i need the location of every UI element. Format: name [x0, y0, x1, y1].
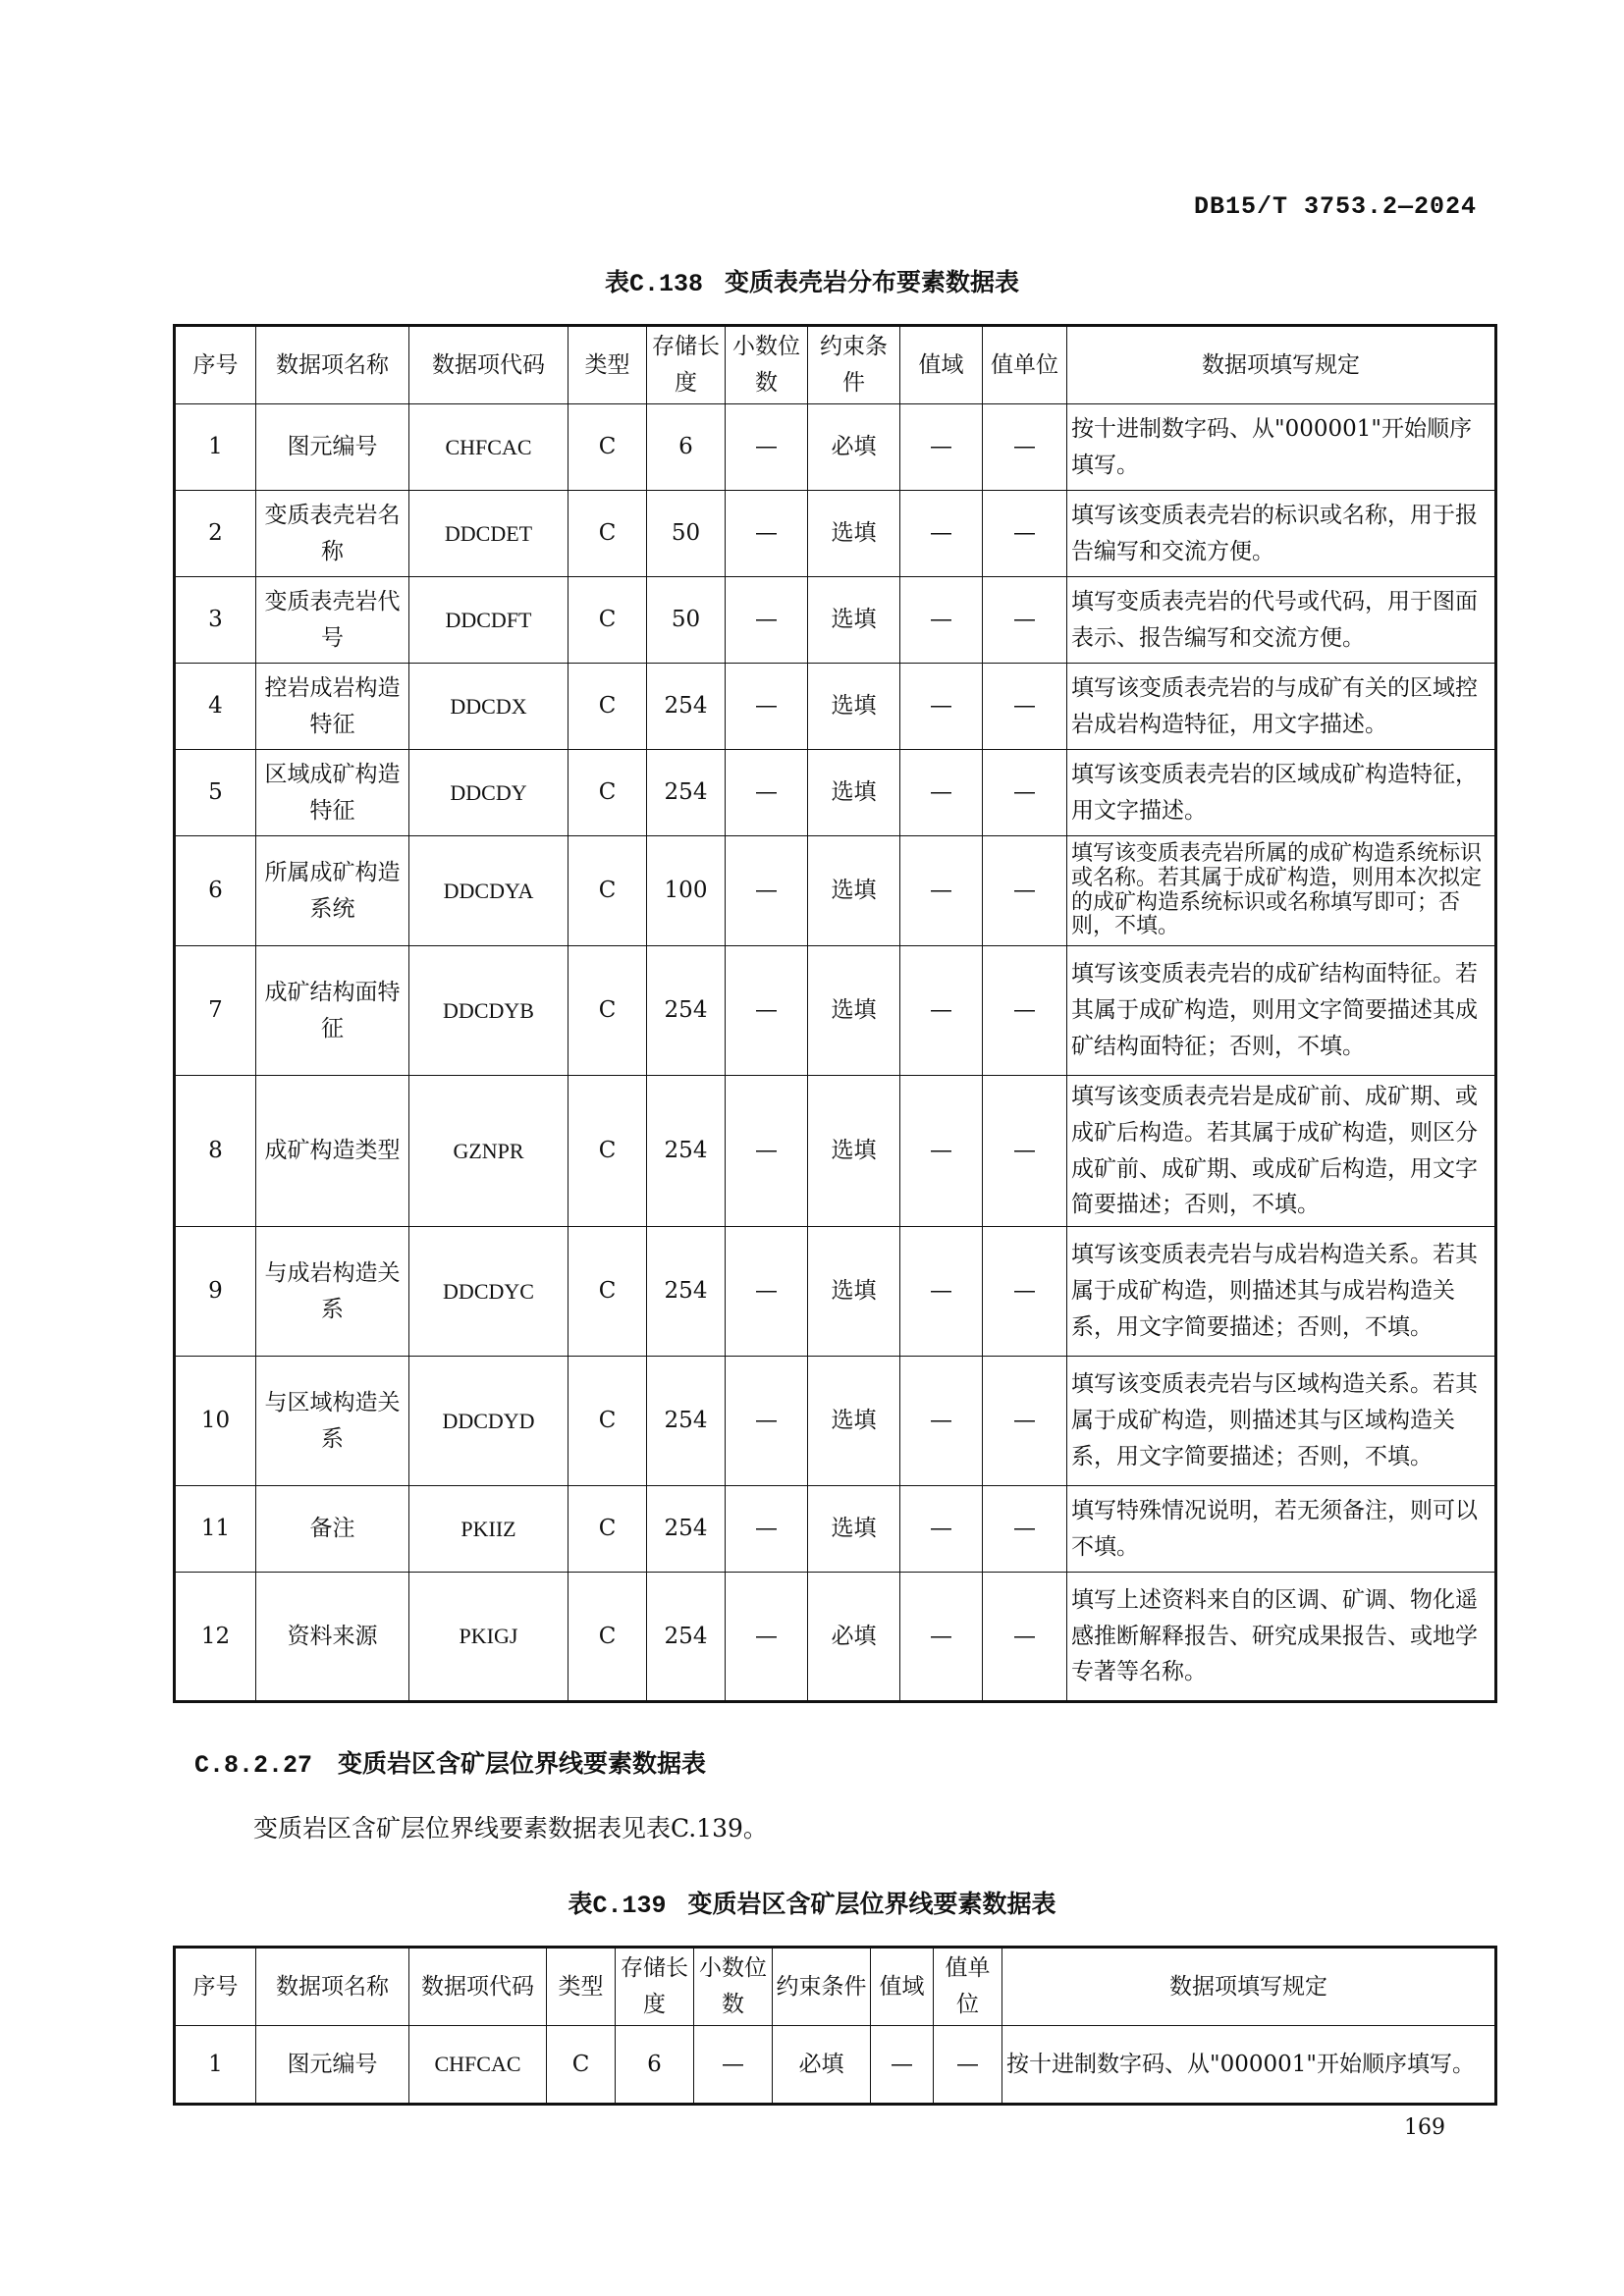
table-cell: C — [568, 404, 647, 491]
table-cell: — — [983, 1573, 1067, 1702]
header-cell: 值单位 — [934, 1948, 1002, 2026]
header-cell: 类型 — [568, 326, 647, 404]
table-cell: 254 — [647, 1357, 726, 1486]
table-cell: 12 — [175, 1573, 256, 1702]
header-cell: 小数位数 — [694, 1948, 773, 2026]
table-cell: — — [983, 946, 1067, 1076]
table-cell: — — [726, 491, 808, 577]
table-cell: C — [568, 491, 647, 577]
table-cell: 区域成矿构造特征 — [256, 750, 409, 836]
table-cell: — — [900, 664, 983, 750]
table-cell: 备注 — [256, 1486, 409, 1573]
table-cell: C — [568, 1573, 647, 1702]
table-cell: 成矿构造类型 — [256, 1076, 409, 1227]
table-cell: 必填 — [773, 2026, 871, 2105]
table-cell: — — [983, 664, 1067, 750]
table-caption-c138 — [0, 263, 1624, 298]
table-cell: — — [934, 2026, 1002, 2105]
table-cell: 选填 — [808, 577, 900, 664]
table-cell: 与成岩构造关系 — [256, 1227, 409, 1357]
header-cell: 数据项代码 — [409, 326, 568, 404]
table-cell: — — [726, 1357, 808, 1486]
header-cell: 存储长度 — [647, 326, 726, 404]
header-cell: 存储长度 — [616, 1948, 694, 2026]
table-cell: 100 — [647, 836, 726, 946]
table-cell: 1 — [175, 404, 256, 491]
table-cell: — — [983, 1227, 1067, 1357]
header-cell: 数据项名称 — [256, 1948, 409, 2026]
table-cell: — — [900, 1076, 983, 1227]
header-cell: 序号 — [175, 326, 256, 404]
table-cell: 254 — [647, 1573, 726, 1702]
table-cell: 填写该变质表壳岩是成矿前、成矿期、或成矿后构造。若其属于成矿构造，则区分成矿前、成矿期、或成矿后构造，用文字简要描述；否则，不填。 — [1067, 1076, 1496, 1227]
table-cell: C — [568, 836, 647, 946]
table-cell: 填写特殊情况说明，若无须备注，则可以不填。 — [1067, 1486, 1496, 1573]
table-cell: 10 — [175, 1357, 256, 1486]
table-cell: 选填 — [808, 946, 900, 1076]
caption-title: 变质岩区含矿层位界线要素数据表 — [687, 1890, 1056, 1918]
table-cell: DDCDY — [409, 750, 568, 836]
table-cell: 4 — [175, 664, 256, 750]
table-cell: — — [726, 750, 808, 836]
table-cell: — — [726, 404, 808, 491]
table-row — [175, 404, 1496, 491]
table-cell: C — [568, 577, 647, 664]
header-cell: 类型 — [547, 1948, 616, 2026]
table-row — [175, 2026, 1496, 2105]
table-cell: — — [900, 836, 983, 946]
table-cell: 11 — [175, 1486, 256, 1573]
table-row — [175, 1486, 1496, 1573]
table-cell: — — [900, 1357, 983, 1486]
table-cell: 254 — [647, 664, 726, 750]
table-cell: — — [983, 750, 1067, 836]
table-row — [175, 664, 1496, 750]
table-cell: 控岩成岩构造特征 — [256, 664, 409, 750]
section-number: C.8.2.27 — [194, 1751, 313, 1780]
header-cell: 值域 — [900, 326, 983, 404]
table-cell: 必填 — [808, 404, 900, 491]
table-cell: PKIGJ — [409, 1573, 568, 1702]
table-cell: DDCDX — [409, 664, 568, 750]
caption-number: 表C.139 — [568, 1892, 667, 1920]
table-cell: 7 — [175, 946, 256, 1076]
table-cell: C — [568, 1076, 647, 1227]
table-cell: 254 — [647, 946, 726, 1076]
section-paragraph: 变质岩区含矿层位界线要素数据表见表C.139。 — [253, 1814, 768, 1842]
table-row — [175, 491, 1496, 577]
table-row — [175, 1227, 1496, 1357]
table-cell: — — [983, 1076, 1067, 1227]
table-cell: 6 — [175, 836, 256, 946]
table-cell: — — [983, 1357, 1067, 1486]
table-cell: — — [900, 577, 983, 664]
table-cell: DDCDYB — [409, 946, 568, 1076]
table-cell: 填写变质表壳岩的代号或代码，用于图面表示、报告编写和交流方便。 — [1067, 577, 1496, 664]
table-cell: 图元编号 — [256, 404, 409, 491]
table-cell: 1 — [175, 2026, 256, 2105]
table-cell: 填写该变质表壳岩的与成矿有关的区域控岩成岩构造特征，用文字描述。 — [1067, 664, 1496, 750]
table-cell: C — [547, 2026, 616, 2105]
table-cell: DDCDET — [409, 491, 568, 577]
table-header-row — [175, 326, 1496, 404]
table-cell: 254 — [647, 750, 726, 836]
table-cell: 8 — [175, 1076, 256, 1227]
table-cell: 选填 — [808, 1076, 900, 1227]
table-cell: — — [900, 1227, 983, 1357]
header-cell: 值域 — [871, 1948, 934, 2026]
table-cell: 填写该变质表壳岩的成矿结构面特征。若其属于成矿构造，则用文字简要描述其成矿结构面特征；否则，不填。 — [1067, 946, 1496, 1076]
table-cell: — — [726, 1227, 808, 1357]
section-heading — [194, 1744, 706, 1780]
table-cell: — — [900, 750, 983, 836]
caption-number: 表C.138 — [604, 270, 703, 298]
table-cell: 与区域构造关系 — [256, 1357, 409, 1486]
table-row — [175, 1573, 1496, 1702]
table-cell: — — [726, 946, 808, 1076]
table-cell: — — [900, 1573, 983, 1702]
table-cell: 成矿结构面特征 — [256, 946, 409, 1076]
table-cell: C — [568, 1486, 647, 1573]
table-cell: 选填 — [808, 491, 900, 577]
table-cell: 50 — [647, 577, 726, 664]
table-cell: 填写该变质表壳岩所属的成矿构造系统标识或名称。若其属于成矿构造，则用本次拟定的成矿构造系统标识或名称填写即可；否则，不填。 — [1067, 836, 1496, 946]
table-cell: — — [900, 404, 983, 491]
table-c139 — [173, 1946, 1497, 2106]
table-cell: — — [726, 577, 808, 664]
table-caption-c139 — [0, 1885, 1624, 1920]
table-cell: 图元编号 — [256, 2026, 409, 2105]
table-cell: — — [983, 491, 1067, 577]
page-number: 169 — [1404, 2115, 1445, 2140]
table-cell: — — [726, 1573, 808, 1702]
table-cell: 所属成矿构造系统 — [256, 836, 409, 946]
table-cell: CHFCAC — [409, 404, 568, 491]
caption-title: 变质表壳岩分布要素数据表 — [725, 268, 1020, 296]
table-row — [175, 750, 1496, 836]
table-cell: — — [726, 836, 808, 946]
table-cell: — — [983, 836, 1067, 946]
header-cell: 数据项代码 — [409, 1948, 547, 2026]
header-cell: 值单位 — [983, 326, 1067, 404]
table-cell: 254 — [647, 1076, 726, 1227]
table-cell: CHFCAC — [409, 2026, 547, 2105]
table-cell: DDCDFT — [409, 577, 568, 664]
table-cell: 填写上述资料来自的区调、矿调、物化遥感推断解释报告、研究成果报告、或地学专著等名称。 — [1067, 1573, 1496, 1702]
table-cell: 按十进制数字码、从"000001"开始顺序填写。 — [1002, 2026, 1496, 2105]
table-cell: 254 — [647, 1486, 726, 1573]
table-cell: — — [983, 577, 1067, 664]
header-cell: 序号 — [175, 1948, 256, 2026]
table-cell: 6 — [616, 2026, 694, 2105]
table-cell: C — [568, 750, 647, 836]
table-row — [175, 946, 1496, 1076]
table-cell: 选填 — [808, 664, 900, 750]
table-cell: — — [871, 2026, 934, 2105]
header-cell: 数据项名称 — [256, 326, 409, 404]
table-header-row — [175, 1948, 1496, 2026]
table-cell: GZNPR — [409, 1076, 568, 1227]
table-cell: 填写该变质表壳岩与区域构造关系。若其属于成矿构造，则描述其与区域构造关系，用文字简要描述；否则，不填。 — [1067, 1357, 1496, 1486]
table-cell: 资料来源 — [256, 1573, 409, 1702]
table-row — [175, 836, 1496, 946]
table-cell: — — [726, 664, 808, 750]
table-cell: 2 — [175, 491, 256, 577]
header-cell: 约束条件 — [773, 1948, 871, 2026]
table-cell: — — [900, 946, 983, 1076]
table-cell: C — [568, 1227, 647, 1357]
table-cell: 填写该变质表壳岩的标识或名称，用于报告编写和交流方便。 — [1067, 491, 1496, 577]
header-cell: 数据项填写规定 — [1002, 1948, 1496, 2026]
table-cell: 6 — [647, 404, 726, 491]
table-cell: 必填 — [808, 1573, 900, 1702]
table-cell: C — [568, 664, 647, 750]
table-cell: PKIIZ — [409, 1486, 568, 1573]
table-cell: DDCDYC — [409, 1227, 568, 1357]
table-cell: 9 — [175, 1227, 256, 1357]
table-cell: 变质表壳岩名称 — [256, 491, 409, 577]
table-cell: 50 — [647, 491, 726, 577]
table-cell: 填写该变质表壳岩的区域成矿构造特征，用文字描述。 — [1067, 750, 1496, 836]
document-code: DB15/T 3753.2—2024 — [1193, 192, 1477, 221]
table-cell: — — [983, 1486, 1067, 1573]
table-cell: — — [983, 404, 1067, 491]
table-cell: 选填 — [808, 836, 900, 946]
table-cell: — — [726, 1076, 808, 1227]
table-cell: — — [726, 1486, 808, 1573]
table-cell: 254 — [647, 1227, 726, 1357]
table-cell: — — [900, 491, 983, 577]
table-cell: 3 — [175, 577, 256, 664]
table-cell: C — [568, 946, 647, 1076]
table-cell: 变质表壳岩代号 — [256, 577, 409, 664]
table-cell: 5 — [175, 750, 256, 836]
table-cell: 选填 — [808, 1486, 900, 1573]
section-title: 变质岩区含矿层位界线要素数据表 — [338, 1749, 707, 1778]
table-row — [175, 1076, 1496, 1227]
table-row — [175, 577, 1496, 664]
table-cell: C — [568, 1357, 647, 1486]
table-cell: 选填 — [808, 1357, 900, 1486]
table-cell: DDCDYD — [409, 1357, 568, 1486]
table-cell: 按十进制数字码、从"000001"开始顺序填写。 — [1067, 404, 1496, 491]
table-row — [175, 1357, 1496, 1486]
table-c138 — [173, 324, 1497, 1703]
header-cell: 小数位数 — [726, 326, 808, 404]
header-cell: 约束条件 — [808, 326, 900, 404]
table-cell: DDCDYA — [409, 836, 568, 946]
table-cell: 填写该变质表壳岩与成岩构造关系。若其属于成矿构造，则描述其与成岩构造关系，用文字简要描述；否则，不填。 — [1067, 1227, 1496, 1357]
table-cell: — — [900, 1486, 983, 1573]
table-cell: 选填 — [808, 1227, 900, 1357]
table-cell: 选填 — [808, 750, 900, 836]
table-cell: — — [694, 2026, 773, 2105]
header-cell: 数据项填写规定 — [1067, 326, 1496, 404]
